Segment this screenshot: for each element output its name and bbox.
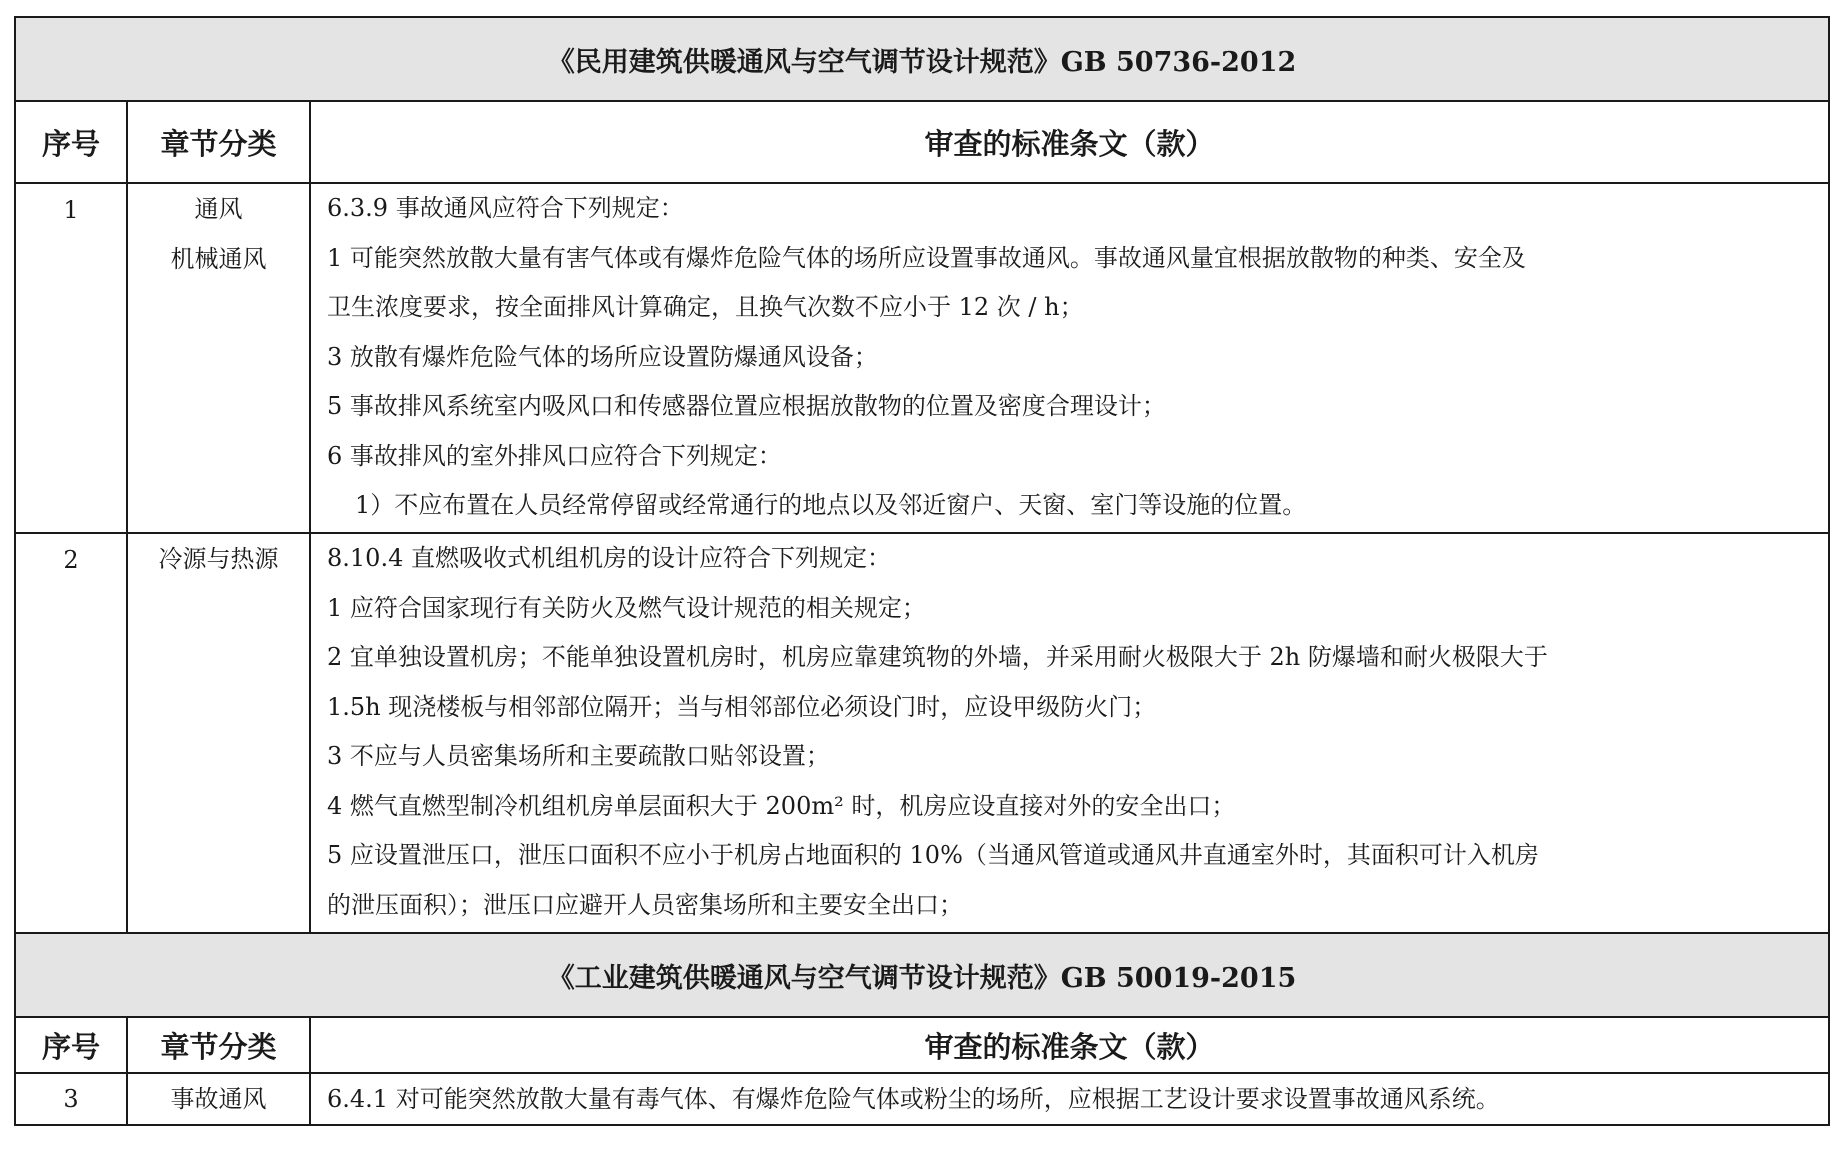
clause-line: 3 放散有爆炸危险气体的场所应设置防爆通风设备； — [327, 342, 878, 371]
row-clauses — [310, 183, 1829, 533]
table-row — [15, 533, 1829, 933]
section-title: 《民用建筑供暖通风与空气调节设计规范》GB 50736-2012 — [15, 17, 1829, 101]
header-category: 章节分类 — [127, 1017, 310, 1073]
header-num: 序号 — [15, 101, 127, 183]
clause-line: 4 燃气直燃型制冷机组机房单层面积大于 200m² 时，机房应设直接对外的安全出口； — [327, 791, 1236, 820]
standards-table — [14, 16, 1830, 1126]
row-category — [127, 1073, 310, 1125]
clause-line: 1）不应布置在人员经常停留或经常通行的地点以及邻近窗户、天窗、室门等设施的位置。 — [355, 491, 1307, 519]
clause-line: 1 可能突然放散大量有害气体或有爆炸危险气体的场所应设置事故通风。事故通风量宜根据放散物的种类、安全及 — [327, 243, 1526, 272]
clause-line: 6.4.1 对可能突然放散大量有毒气体、有爆炸危险气体或粉尘的场所，应根据工艺设计要求设置事故通风系统。 — [327, 1085, 1500, 1113]
category-line: 事故通风 — [170, 1085, 267, 1113]
row-category — [127, 533, 310, 933]
clause-line: 8.10.4 直燃吸收式机组机房的设计应符合下列规定： — [327, 544, 891, 572]
header-category: 章节分类 — [127, 101, 310, 183]
row-clauses — [310, 1073, 1829, 1125]
table-row — [15, 1073, 1829, 1125]
section-title: 《工业建筑供暖通风与空气调节设计规范》GB 50019-2015 — [15, 933, 1829, 1017]
clause-line: 5 事故排风系统室内吸风口和传感器位置应根据放散物的位置及密度合理设计； — [327, 392, 1166, 420]
section-title-row — [15, 17, 1829, 101]
clause-line: 5 应设置泄压口，泄压口面积不应小于机房占地面积的 10%（当通风管道或通风井直通室外时，其面积可计入机房 — [327, 841, 1539, 869]
clause-line: 3 不应与人员密集场所和主要疏散口贴邻设置； — [327, 742, 830, 770]
header-row — [15, 101, 1829, 183]
category-line: 机械通风 — [170, 245, 267, 273]
header-text: 审查的标准条文（款） — [310, 1017, 1829, 1073]
clause-line: 6.3.9 事故通风应符合下列规定： — [327, 194, 684, 222]
row-clauses — [310, 533, 1829, 933]
clause-line: 2 宜单独设置机房；不能单独设置机房时，机房应靠建筑物的外墙，并采用耐火极限大于 2h 防爆墙和耐火极限大于 — [327, 643, 1548, 671]
clause-line: 的泄压面积）；泄压口应避开人员密集场所和主要安全出口； — [327, 890, 963, 919]
clause-line: 1.5h 现浇楼板与相邻部位隔开；当与相邻部位必须设门时，应设甲级防火门； — [327, 692, 1157, 721]
clause-line: 1 应符合国家现行有关防火及燃气设计规范的相关规定； — [327, 593, 926, 622]
row-category — [127, 183, 310, 533]
header-num: 序号 — [15, 1017, 127, 1073]
clause-line: 6 事故排风的室外排风口应符合下列规定： — [327, 441, 782, 470]
section-title-row — [15, 933, 1829, 1017]
clause-line: 卫生浓度要求，按全面排风计算确定，且换气次数不应小于 12 次 / h； — [327, 293, 1084, 321]
header-text: 审查的标准条文（款） — [310, 101, 1829, 183]
category-line: 冷源与热源 — [158, 545, 279, 573]
row-number: 3 — [15, 1073, 127, 1125]
header-row — [15, 1017, 1829, 1073]
row-number: 2 — [15, 533, 127, 933]
category-line: 通风 — [194, 195, 243, 223]
table-row — [15, 183, 1829, 533]
row-number: 1 — [15, 183, 127, 533]
